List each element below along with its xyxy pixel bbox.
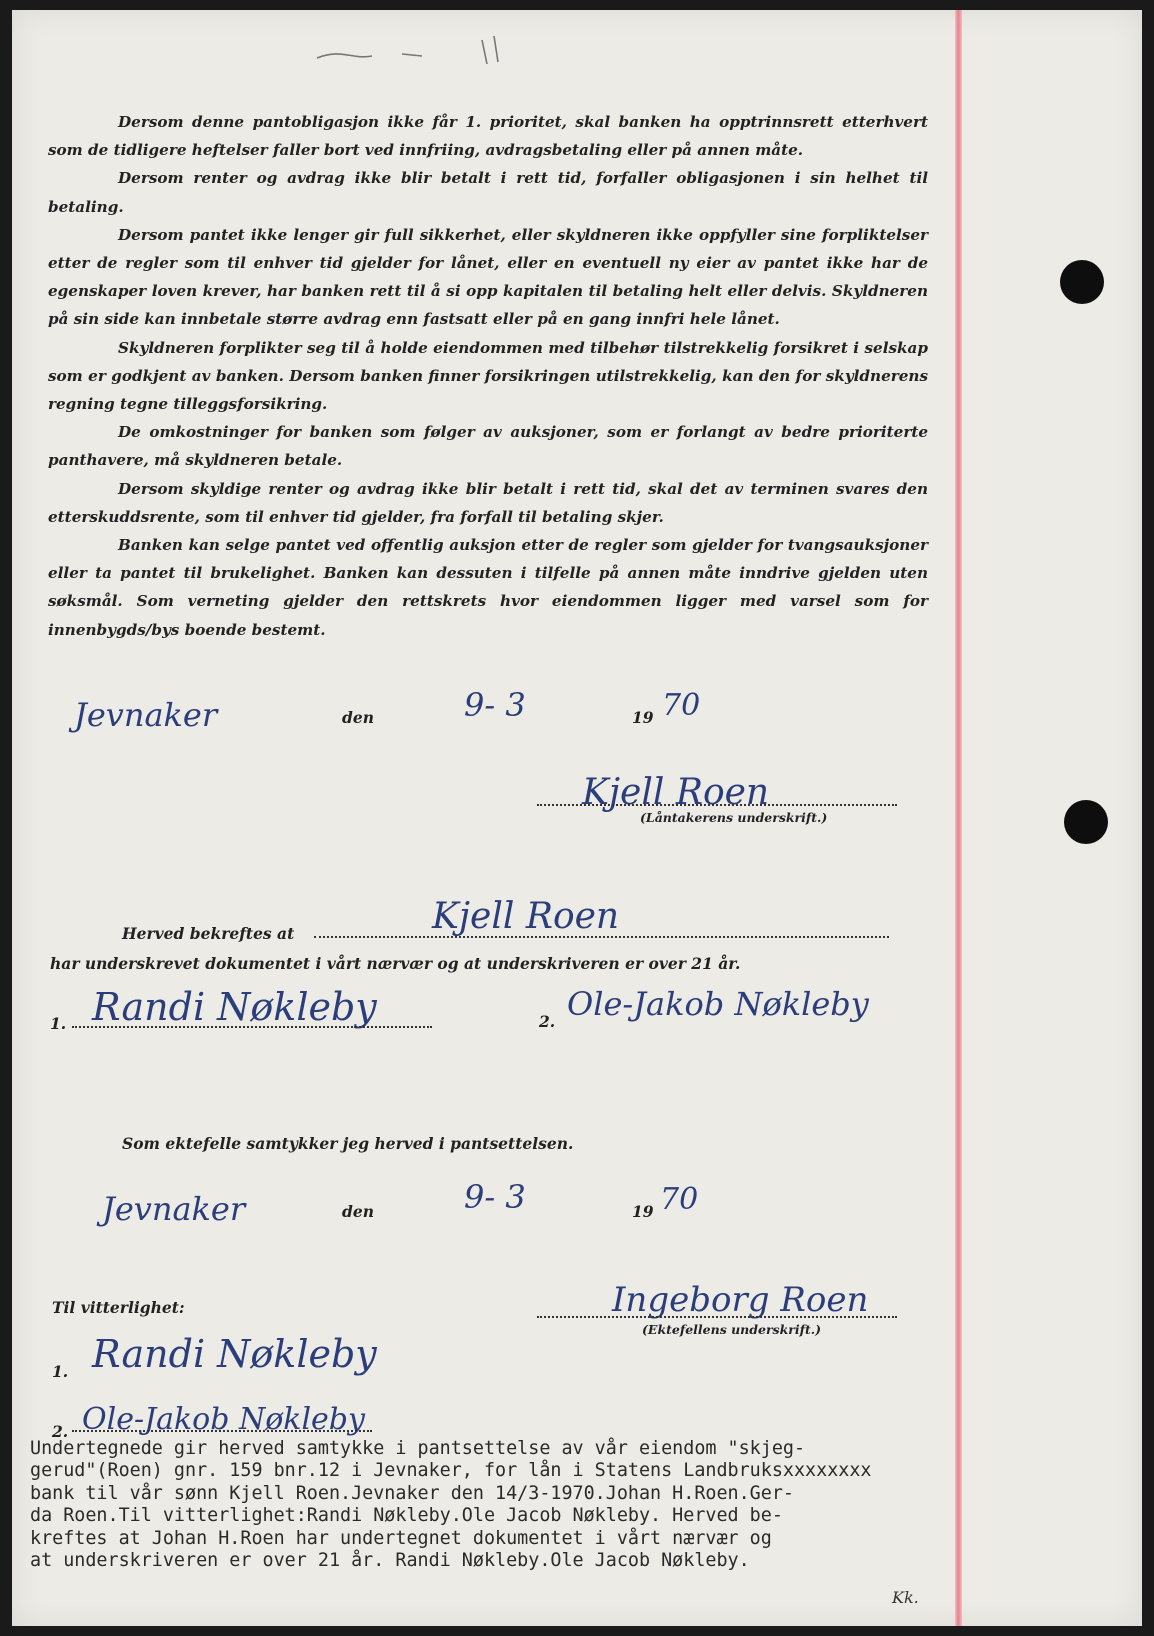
red-margin-line xyxy=(955,10,962,1626)
typed-line: gerud"(Roen) gnr. 159 bnr.12 i Jevnaker, for lån i Statens Landbruksxxxxxxxx xyxy=(30,1460,872,1482)
borrower-signature-label: (Låntakerens underskrift.) xyxy=(640,810,828,825)
borrower-signature: Kjell Roen xyxy=(582,772,770,813)
pencil-scribble xyxy=(312,28,532,68)
typed-line: da Roen.Til vitterlighet:Randi Nøkleby.Ole Jacob Nøkleby. Herved be- xyxy=(30,1505,783,1527)
confirm-name-handwritten: Kjell Roen xyxy=(432,896,620,937)
den-label: den xyxy=(342,708,374,727)
signature-line xyxy=(537,804,897,806)
terms-text xyxy=(48,108,928,644)
paragraph: Skyldneren forplikter seg til å holde eiendommen med tilbehør tilstrekkelig forsikret i selskap som er godkjent av banken. Dersom banken finner forsikringen utilstrekkelig, kan den for skyldnerens regning tegne tilleggsforsikring. xyxy=(48,338,928,414)
spouse-witness1-number: 1. xyxy=(52,1362,69,1381)
document-page xyxy=(12,10,1142,1626)
typed-line: at underskriveren er over 21 år. Randi Nøkleby.Ole Jacob Nøkleby. xyxy=(30,1550,750,1572)
spouse-witness2-signature: Ole-Jakob Nøkleby xyxy=(82,1402,365,1437)
spouse-signature-line xyxy=(537,1316,897,1318)
spouse-witness2-line xyxy=(72,1430,372,1432)
witness1-signature: Randi Nøkleby xyxy=(92,985,377,1029)
typed-note xyxy=(30,1438,990,1572)
paragraph: Banken kan selge pantet ved offentlig auksjon etter de regler som gjelder for tvangsauksjoner eller ta pantet til brukelighet. Banken kan dessuten i tilfelle på annen måte inndrive gjelden uten søksmål. Som verneting gjelder den rettskrets hvor eiendommen ligger med varsel som for innenbygds/bys boende bestemt. xyxy=(48,536,928,639)
typed-line: Undertegnede gir herved samtykke i pantsettelse av vår eiendom "skjeg- xyxy=(30,1438,806,1459)
confirm-prefix: Herved bekreftes at xyxy=(122,924,295,943)
witness2-number: 2. xyxy=(539,1012,556,1031)
paragraph: Dersom pantet ikke lenger gir full sikkerhet, eller skyldneren ikke oppfyller sine forpliktelser etter de regler som til enhver tid gjelder for lånet, eller en eventuell ny eier av pantet ikke har de egenskaper loven krever, har banken rett til å si opp kapitalen til betaling helt eller delvis. Skyldneren på sin side kan innbetale større avdrag enn fastsatt eller på en gang innfri hele lånet. xyxy=(48,225,928,329)
paragraph: Dersom renter og avdrag ikke blir betalt i rett tid, forfaller obligasjonen i sin helhet til betaling. xyxy=(48,169,928,216)
place-handwritten: Jevnaker xyxy=(74,696,218,734)
spouse-witness1-signature: Randi Nøkleby xyxy=(92,1332,377,1376)
punch-hole xyxy=(1060,260,1104,304)
spouse-year-prefix: 19 xyxy=(632,1202,654,1221)
year-prefix: 19 xyxy=(632,708,654,727)
spouse-den-label: den xyxy=(342,1202,374,1221)
spouse-place-handwritten: Jevnaker xyxy=(102,1190,246,1228)
punch-hole xyxy=(1064,800,1108,844)
spouse-witness2-number: 2. xyxy=(52,1422,69,1441)
date-handwritten: 9- 3 xyxy=(464,686,526,724)
typed-line: bank til vår sønn Kjell Roen.Jevnaker den 14/3-1970.Johan H.Roen.Ger- xyxy=(30,1482,794,1504)
year-handwritten: 70 xyxy=(662,688,701,723)
witness1-number: 1. xyxy=(50,1014,67,1033)
typed-line: kreftes at Johan H.Roen har undertegnet dokumentet i vårt nærvær og xyxy=(30,1527,772,1549)
spouse-signature-label: (Ektefellens underskrift.) xyxy=(642,1322,821,1337)
confirm-text: har underskrevet dokumentet i vårt nærvær og at underskriveren er over 21 år. xyxy=(50,954,741,973)
spouse-date-handwritten: 9- 3 xyxy=(464,1178,526,1216)
paragraph: Dersom skyldige renter og avdrag ikke blir betalt i rett tid, skal det av terminen svares den etterskuddsrente, som til enhver tid gjelder, fra forfall til betaling skjer. xyxy=(48,479,928,526)
paragraph: De omkostninger for banken som følger av auksjoner, som er forlangt av bedre prioriterte panthavere, må skyldneren betale. xyxy=(48,423,928,470)
spouse-year-handwritten: 70 xyxy=(660,1182,699,1217)
witness2-signature: Ole-Jakob Nøkleby xyxy=(567,985,869,1023)
witness-label: Til vitterlighet: xyxy=(52,1298,185,1317)
paragraph: Dersom denne pantobligasjon ikke får 1. prioritet, skal banken ha opptrinnsrett etterhvert som de tidligere heftelser faller bort ved innfriing, avdragsbetaling eller på annen måte. xyxy=(48,113,928,160)
spouse-signature: Ingeborg Roen xyxy=(612,1280,869,1320)
initials-handwritten: Kk. xyxy=(892,1588,919,1607)
witness1-line xyxy=(72,1026,432,1028)
spouse-consent: Som ektefelle samtykker jeg herved i pantsettelsen. xyxy=(122,1134,574,1153)
